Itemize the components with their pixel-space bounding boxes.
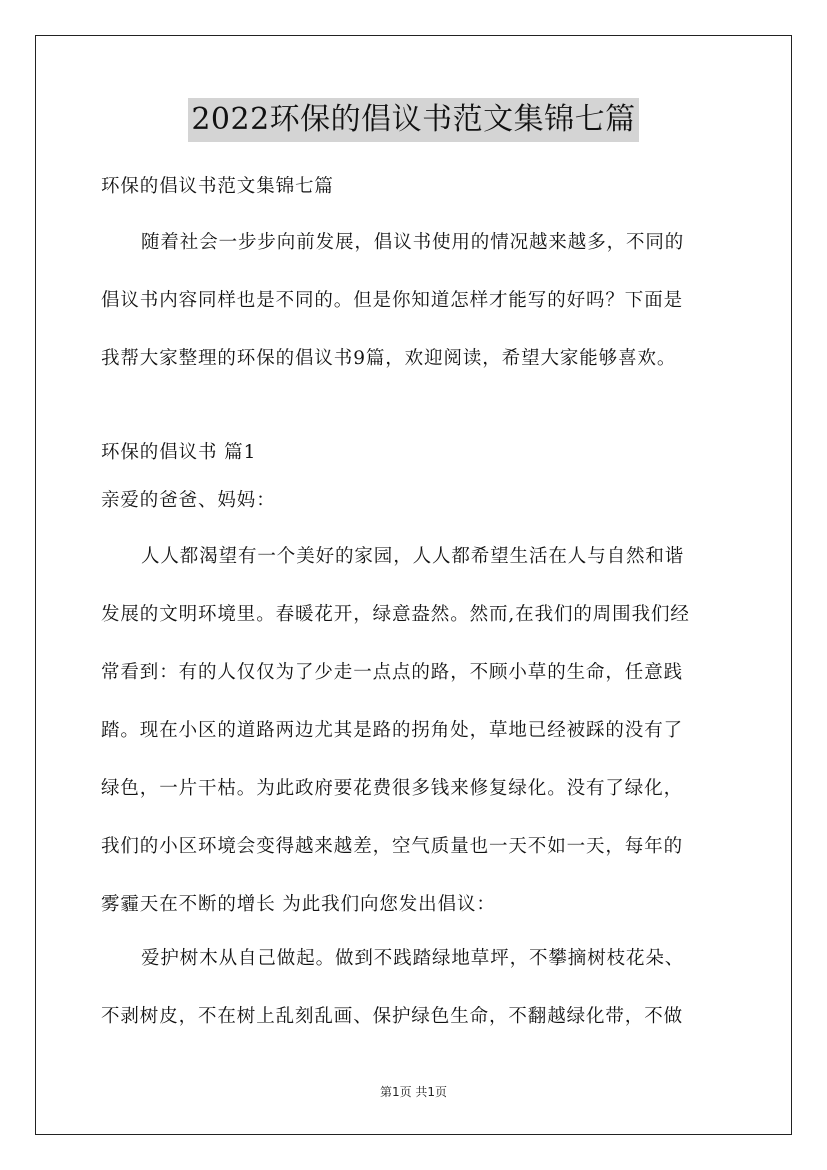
- section1-paragraph-1: [101, 542, 731, 920]
- paragraph-line: 绿色，一片干枯。为此政府要花费很多钱来修复绿化。没有了绿化，: [101, 778, 684, 799]
- intro-line: 倡议书内容同样也是不同的。但是你知道怎样才能写的好吗？下面是: [101, 290, 684, 311]
- paragraph-line: 常看到：有的人仅仅为了少走一点点的路，不顾小草的生命，任意践: [101, 662, 684, 683]
- intro-line: 随着社会一步步向前发展，倡议书使用的情况越来越多，不同的: [141, 232, 685, 253]
- intro-line: 我帮大家整理的环保的倡议书9篇，欢迎阅读，希望大家能够喜欢。: [101, 348, 677, 369]
- title-container: [0, 98, 827, 142]
- section-heading: 环保的倡议书 篇1: [101, 442, 257, 463]
- paragraph-line: 发展的文明环境里。春暖花开，绿意盎然。然而,在我们的周围我们经: [101, 604, 690, 625]
- salutation: 亲爱的爸爸、妈妈：: [101, 490, 276, 511]
- document-title: 2022环保的倡议书范文集锦七篇: [188, 98, 638, 142]
- paragraph-line: 踏。现在小区的道路两边尤其是路的拐角处，草地已经被踩的没有了: [101, 720, 684, 741]
- section1-paragraph-2: [101, 944, 731, 1032]
- document-body: [101, 172, 731, 1032]
- paragraph-line: 人人都渴望有一个美好的家园，人人都希望生活在人与自然和谐: [141, 546, 685, 567]
- paragraph-line: 我们的小区环境会变得越来越差，空气质量也一天不如一天，每年的: [101, 836, 684, 857]
- document-subtitle: 环保的倡议书范文集锦七篇: [101, 176, 334, 197]
- paragraph-line: 雾霾天在不断的增长 为此我们向您发出倡议：: [101, 894, 496, 915]
- paragraph-line: 爱护树木从自己做起。做到不践踏绿地草坪，不攀摘树枝花朵、: [141, 948, 685, 969]
- intro-paragraph: [101, 228, 731, 374]
- paragraph-line: 不剥树皮，不在树上乱刻乱画、保护绿色生命，不翻越绿化带，不做: [101, 1006, 684, 1027]
- page-footer: 第1页 共1页: [379, 1085, 448, 1099]
